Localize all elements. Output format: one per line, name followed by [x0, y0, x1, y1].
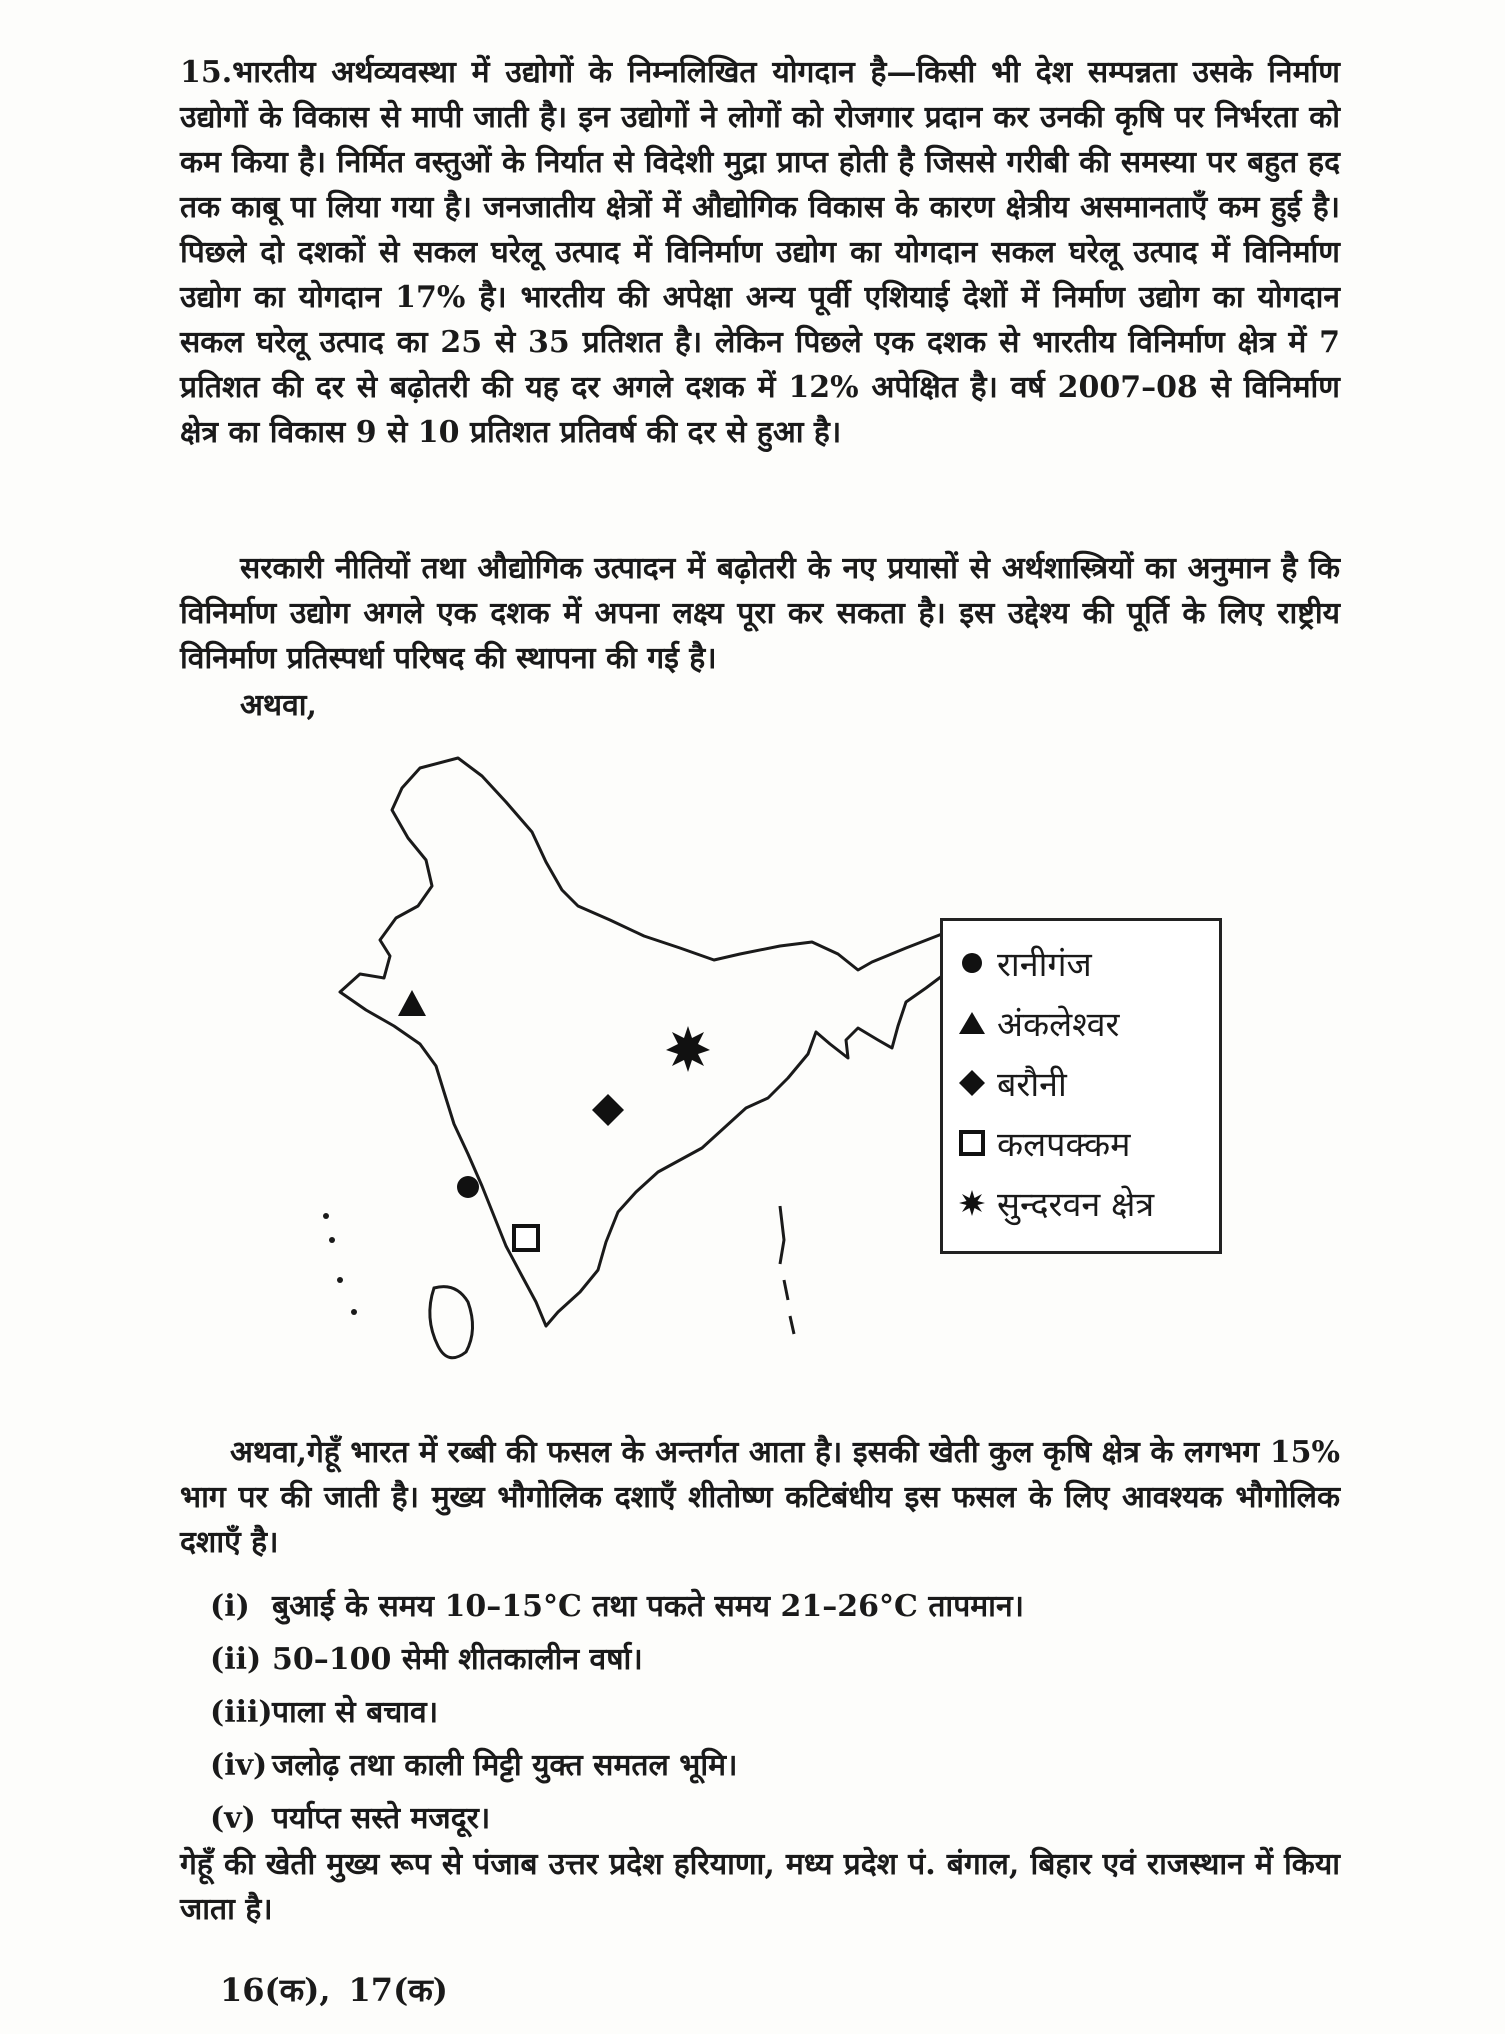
list-item: (i) बुआई के समय 10–15°C तथा पकते समय 21–26°C तापमान। [210, 1589, 1024, 1624]
square-icon [953, 1130, 991, 1156]
diamond-icon [953, 1069, 991, 1097]
athva-label: अथवा, [240, 688, 317, 723]
legend-item-kalpakkam: कलपक्कम [953, 1113, 1209, 1173]
barauni-marker [592, 1094, 624, 1126]
list-item: (ii) 50–100 सेमी शीतकालीन वर्षा। [210, 1642, 643, 1677]
triangle-icon [953, 1011, 991, 1035]
raniganj-marker [457, 1176, 479, 1198]
lakshadweep-islands [323, 1213, 357, 1315]
india-outline [340, 758, 960, 1326]
andaman-nicobar-islands [780, 1206, 794, 1334]
circle-icon [953, 951, 991, 975]
legend-item-ankleshwar: अंकलेश्वर [953, 993, 1209, 1053]
answer-17: 17(क) [348, 1971, 448, 2009]
list-item: (v) पर्याप्त सस्ते मजदूर। [210, 1801, 491, 1836]
legend-item-sundarban: सुन्दरवन क्षेत्र [953, 1173, 1209, 1233]
map-legend [940, 918, 1222, 1254]
answer-15-paragraph: 15.भारतीय अर्थव्यवस्था में उद्योगों के निम्नलिखित योगदान है—किसी भी देश सम्पन्नता उसके निर्माण उद्योगों के विकास से मापी जाती है। इन उद्योगों ने लोगों को रोजगार प्रदान कर उनकी कृषि पर निर्भरता को कम किया है। निर्मित वस्तुओं के निर्यात से विदेशी मुद्रा प्राप्त होती है जिससे गरीबी की समस्या पर बहुत हद तक काबू पा लिया गया है। जनजातीय क्षेत्रों में औद्योगिक विकास के कारण क्षेत्रीय असमानताएँ कम हुई है। पिछले दो दशकों से सकल घरेलू उत्पाद में विनिर्माण उद्योग का योगदान सकल घरेलू उत्पाद में विनिर्माण उद्योग का योगदान 17% है। भारतीय की अपेक्षा अन्य पूर्वी एशियाई देशों में निर्माण उद्योग का योगदान सकल घरेलू उत्पाद का 25 से 35 प्रतिशत है। लेकिन पिछले एक दशक से भारतीय विनिर्माण क्षेत्र में 7 प्रतिशत की दर से बढ़ोतरी की यह दर अगले दशक में 12% अपेक्षित है। वर्ष 2007–08 से विनिर्माण क्षेत्र का विकास 9 से 10 प्रतिशत प्रतिवर्ष की दर से हुआ है। [180, 55, 1340, 450]
legend-item-barauni: बरौनी [953, 1053, 1209, 1113]
wheat-conditions-list [210, 1580, 1024, 1845]
kalpakkam-marker [514, 1226, 538, 1250]
mcq-answers [220, 1968, 448, 2011]
ankleshwar-marker [398, 990, 426, 1016]
list-item: (iv) जलोढ़ तथा काली मिट्टी युक्त समतल भूमि। [210, 1748, 738, 1783]
legend-item-raniganj: रानीगंज [953, 933, 1209, 993]
list-item: (iii)पाला से बचाव। [210, 1695, 439, 1730]
sri-lanka-outline [430, 1287, 473, 1358]
india-map-figure [310, 740, 1230, 1380]
answer-16: 16(क), [220, 1971, 331, 2009]
policy-paragraph: सरकारी नीतियों तथा औद्योगिक उत्पादन में बढ़ोतरी के नए प्रयासों से अर्थशास्त्रियों का अनुमान है कि विनिर्माण उद्योग अगले एक दशक में अपना लक्ष्य पूरा कर सकता है। इस उद्देश्य की पूर्ति के लिए राष्ट्रीय विनिर्माण प्रतिस्पर्धा परिषद की स्थापना की गई है। [180, 551, 1340, 676]
wheat-paragraph: अथवा,गेहूँ भारत में रब्बी की फसल के अन्तर्गत आता है। इसकी खेती कुल कृषि क्षेत्र के लगभग 15% भाग पर की जाती है। मुख्य भौगोलिक दशाएँ शीतोष्ण कटिबंधीय इस फसल के लिए आवश्यक भौगोलिक दशाएँ है। [180, 1435, 1340, 1560]
sundarban-marker [666, 1026, 710, 1072]
star-icon [953, 1189, 991, 1217]
wheat-states-paragraph: गेहूँ की खेती मुख्य रूप से पंजाब उत्तर प्रदेश हरियाणा, मध्य प्रदेश पं. बंगाल, बिहार एवं राजस्थान में किया जाता है। [180, 1847, 1340, 1927]
